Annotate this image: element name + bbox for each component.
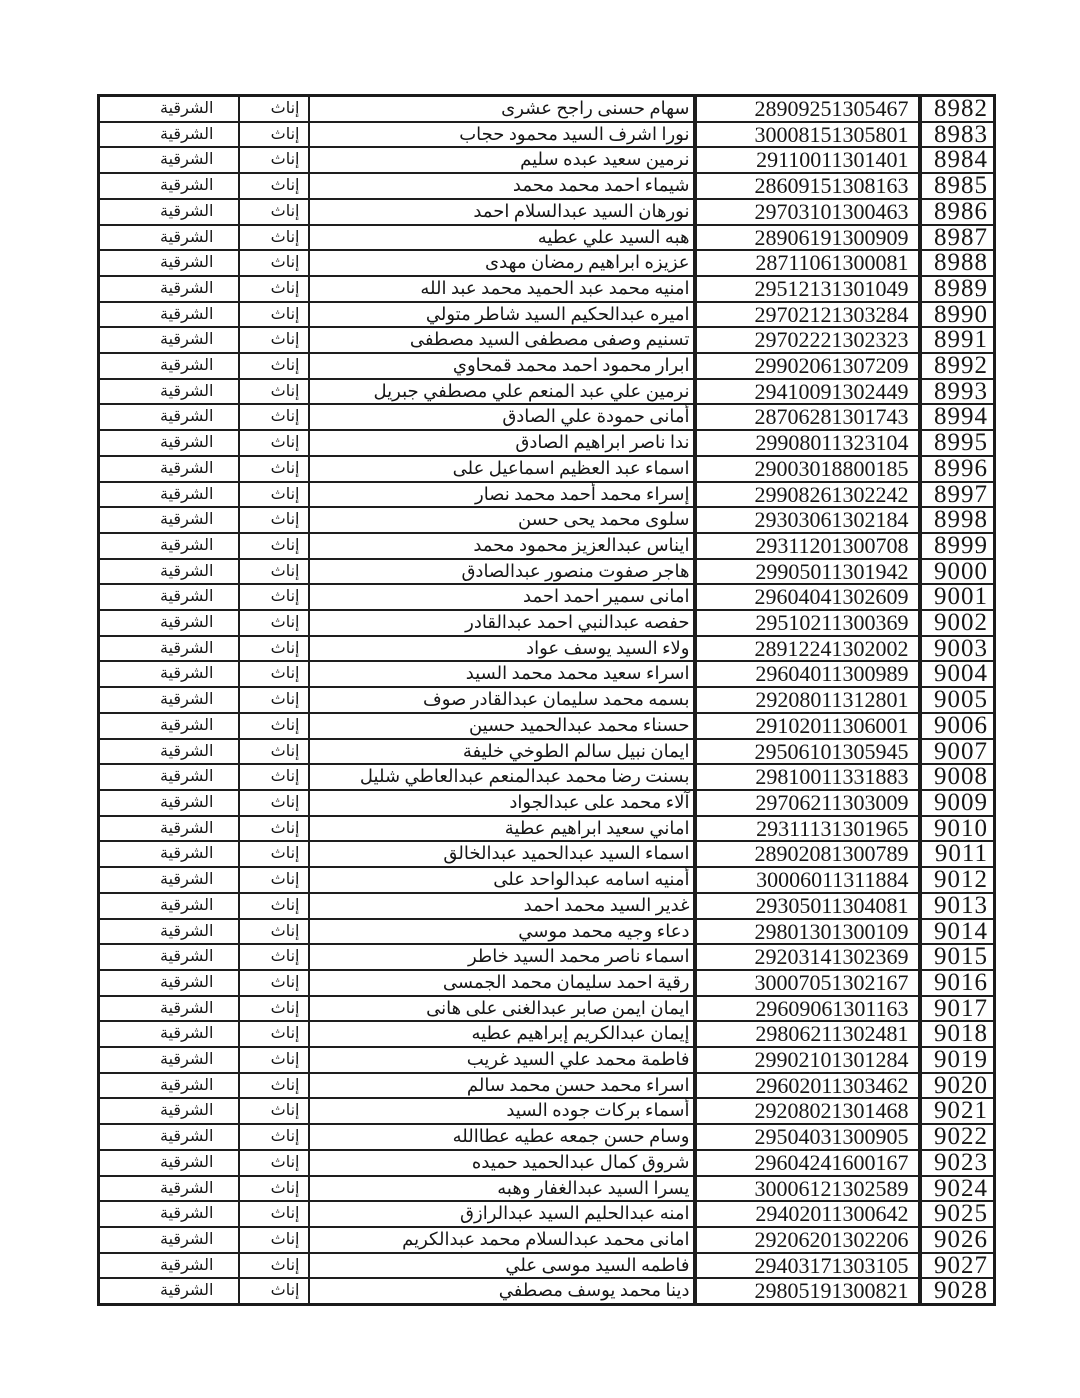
table-row <box>99 1253 995 1279</box>
gender-cell: إناث <box>239 816 309 842</box>
gender-cell: إناث <box>239 456 309 482</box>
gender-cell: إناث <box>239 764 309 790</box>
governorate-cell: الشرقية <box>99 713 239 739</box>
national-id-cell: 30006011311884 <box>695 867 920 893</box>
national-id-cell: 29303061302184 <box>695 507 920 533</box>
gender-cell: إناث <box>239 1021 309 1047</box>
gender-cell: إناث <box>239 1098 309 1124</box>
serial-number-cell: 8999 <box>920 533 995 559</box>
gender-cell: إناث <box>239 533 309 559</box>
national-id-cell: 29609061301163 <box>695 996 920 1022</box>
national-id-cell: 28906191300909 <box>695 225 920 251</box>
governorate-cell: الشرقية <box>99 1278 239 1304</box>
serial-number-cell: 9008 <box>920 764 995 790</box>
gender-cell: إناث <box>239 353 309 379</box>
table-row <box>99 867 995 893</box>
table-row <box>99 764 995 790</box>
table-row <box>99 919 995 945</box>
person-name-cell: امنيه محمد عبد الحميد محمد عبد الله <box>309 276 695 302</box>
person-name-cell: نرمين علي عبد المنعم علي مصطفي جبريل <box>309 379 695 405</box>
serial-number-cell: 8995 <box>920 430 995 456</box>
national-id-cell: 29902101301284 <box>695 1047 920 1073</box>
governorate-cell: الشرقية <box>99 919 239 945</box>
governorate-cell: الشرقية <box>99 1253 239 1279</box>
serial-number-cell: 8984 <box>920 147 995 173</box>
table-row <box>99 353 995 379</box>
national-id-cell: 28609151308163 <box>695 173 920 199</box>
gender-cell: إناث <box>239 1201 309 1227</box>
governorate-cell: الشرقية <box>99 893 239 919</box>
gender-cell: إناث <box>239 944 309 970</box>
person-name-cell: ولاء السيد يوسف عواد <box>309 636 695 662</box>
serial-number-cell: 9023 <box>920 1150 995 1176</box>
national-id-cell: 29311201300708 <box>695 533 920 559</box>
national-id-cell: 29902061307209 <box>695 353 920 379</box>
national-id-cell: 29208011312801 <box>695 687 920 713</box>
person-name-cell: ايمان ايمن صابر عبدالغنى على هانى <box>309 996 695 1022</box>
serial-number-cell: 8989 <box>920 276 995 302</box>
person-name-cell: ندا ناصر ابراهيم الصادق <box>309 430 695 456</box>
national-id-cell: 29512131301049 <box>695 276 920 302</box>
table-row <box>99 533 995 559</box>
governorate-cell: الشرقية <box>99 816 239 842</box>
governorate-cell: الشرقية <box>99 327 239 353</box>
serial-number-cell: 8992 <box>920 353 995 379</box>
gender-cell: إناث <box>239 610 309 636</box>
table-row <box>99 790 995 816</box>
serial-number-cell: 8988 <box>920 250 995 276</box>
national-id-cell: 29604011300989 <box>695 661 920 687</box>
person-name-cell: ابرار محمود احمد محمد قمحاوي <box>309 353 695 379</box>
national-id-cell: 29908011323104 <box>695 430 920 456</box>
person-name-cell: اسراء سعيد محمد محمد السيد <box>309 661 695 687</box>
governorate-cell: الشرقية <box>99 199 239 225</box>
serial-number-cell: 8996 <box>920 456 995 482</box>
governorate-cell: الشرقية <box>99 1021 239 1047</box>
governorate-cell: الشرقية <box>99 147 239 173</box>
serial-number-cell: 8990 <box>920 302 995 328</box>
gender-cell: إناث <box>239 379 309 405</box>
person-name-cell: ايمان نبيل سالم الطوخي خليفة <box>309 739 695 765</box>
national-id-cell: 29305011304081 <box>695 893 920 919</box>
gender-cell: إناث <box>239 250 309 276</box>
serial-number-cell: 8982 <box>920 96 995 122</box>
gender-cell: إناث <box>239 1278 309 1304</box>
table-row <box>99 893 995 919</box>
person-name-cell: امانى محمد عبدالسلام محمد عبدالكريم <box>309 1227 695 1253</box>
table-row <box>99 1021 995 1047</box>
serial-number-cell: 9020 <box>920 1073 995 1099</box>
person-name-cell: عزيزه ابراهيم رمضان مهدى <box>309 250 695 276</box>
person-name-cell: اسراء محمد حسن محمد سالم <box>309 1073 695 1099</box>
governorate-cell: الشرقية <box>99 96 239 122</box>
table-row <box>99 1047 995 1073</box>
person-name-cell: أسماء بركات جوده السيد <box>309 1098 695 1124</box>
national-id-cell: 29510211300369 <box>695 610 920 636</box>
table-row <box>99 482 995 508</box>
table-row <box>99 713 995 739</box>
gender-cell: إناث <box>239 1073 309 1099</box>
gender-cell: إناث <box>239 893 309 919</box>
table-row <box>99 739 995 765</box>
person-name-cell: نورهان السيد عبدالسلام احمد <box>309 199 695 225</box>
gender-cell: إناث <box>239 302 309 328</box>
table-row <box>99 96 995 122</box>
governorate-cell: الشرقية <box>99 302 239 328</box>
gender-cell: إناث <box>239 430 309 456</box>
serial-number-cell: 9026 <box>920 1227 995 1253</box>
table-row <box>99 1278 995 1304</box>
table-row <box>99 944 995 970</box>
person-name-cell: بسنت رضا محمد عبدالمنعم عبدالعاطي شليل <box>309 764 695 790</box>
serial-number-cell: 9021 <box>920 1098 995 1124</box>
person-name-cell: اميره عبدالحكيم السيد شاطر متولي <box>309 302 695 328</box>
governorate-cell: الشرقية <box>99 996 239 1022</box>
gender-cell: إناث <box>239 661 309 687</box>
serial-number-cell: 9003 <box>920 636 995 662</box>
gender-cell: إناث <box>239 1253 309 1279</box>
person-name-cell: هبه السيد علي عطيه <box>309 225 695 251</box>
person-name-cell: فاطمه السيد موسى علي <box>309 1253 695 1279</box>
female-names-register-table <box>97 94 996 1306</box>
table-row <box>99 456 995 482</box>
national-id-cell: 29702121303284 <box>695 302 920 328</box>
table-row <box>99 199 995 225</box>
gender-cell: إناث <box>239 96 309 122</box>
governorate-cell: الشرقية <box>99 584 239 610</box>
gender-cell: إناث <box>239 507 309 533</box>
person-name-cell: دينا محمد يوسف مصطفي <box>309 1278 695 1304</box>
table-row <box>99 841 995 867</box>
gender-cell: إناث <box>239 1124 309 1150</box>
gender-cell: إناث <box>239 713 309 739</box>
gender-cell: إناث <box>239 199 309 225</box>
governorate-cell: الشرقية <box>99 122 239 148</box>
person-name-cell: غدير السيد محمد احمد <box>309 893 695 919</box>
table-row <box>99 327 995 353</box>
person-name-cell: نورا اشرف السيد محمود حجاب <box>309 122 695 148</box>
national-id-cell: 29311131301965 <box>695 816 920 842</box>
person-name-cell: شيماء احمد محمد محمد <box>309 173 695 199</box>
gender-cell: إناث <box>239 173 309 199</box>
table-row <box>99 816 995 842</box>
serial-number-cell: 9007 <box>920 739 995 765</box>
national-id-cell: 29208021301468 <box>695 1098 920 1124</box>
governorate-cell: الشرقية <box>99 687 239 713</box>
governorate-cell: الشرقية <box>99 790 239 816</box>
person-name-cell: شروق كمال عبدالحميد حميده <box>309 1150 695 1176</box>
gender-cell: إناث <box>239 841 309 867</box>
gender-cell: إناث <box>239 327 309 353</box>
governorate-cell: الشرقية <box>99 1227 239 1253</box>
serial-number-cell: 9001 <box>920 584 995 610</box>
national-id-cell: 29506101305945 <box>695 739 920 765</box>
serial-number-cell: 8997 <box>920 482 995 508</box>
gender-cell: إناث <box>239 584 309 610</box>
person-name-cell: اسماء السيد عبدالحميد عبدالخالق <box>309 841 695 867</box>
governorate-cell: الشرقية <box>99 225 239 251</box>
serial-number-cell: 9006 <box>920 713 995 739</box>
serial-number-cell: 9014 <box>920 919 995 945</box>
person-name-cell: حفصه عبدالنبي احمد عبدالقادر <box>309 610 695 636</box>
serial-number-cell: 9019 <box>920 1047 995 1073</box>
person-name-cell: امنه عبدالحليم السيد عبدالرازق <box>309 1201 695 1227</box>
governorate-cell: الشرقية <box>99 970 239 996</box>
national-id-cell: 29805191300821 <box>695 1278 920 1304</box>
serial-number-cell: 8998 <box>920 507 995 533</box>
table-body <box>99 96 995 1305</box>
table-row <box>99 610 995 636</box>
serial-number-cell: 8985 <box>920 173 995 199</box>
serial-number-cell: 9000 <box>920 559 995 585</box>
table-row <box>99 1150 995 1176</box>
serial-number-cell: 9013 <box>920 893 995 919</box>
national-id-cell: 29102011306001 <box>695 713 920 739</box>
national-id-cell: 29905011301942 <box>695 559 920 585</box>
national-id-cell: 29801301300109 <box>695 919 920 945</box>
serial-number-cell: 9022 <box>920 1124 995 1150</box>
national-id-cell: 28706281301743 <box>695 404 920 430</box>
serial-number-cell: 9011 <box>920 841 995 867</box>
gender-cell: إناث <box>239 636 309 662</box>
national-id-cell: 29604241600167 <box>695 1150 920 1176</box>
national-id-cell: 30006121302589 <box>695 1176 920 1202</box>
gender-cell: إناث <box>239 1047 309 1073</box>
person-name-cell: دعاء وجيه محمد موسي <box>309 919 695 945</box>
governorate-cell: الشرقية <box>99 276 239 302</box>
gender-cell: إناث <box>239 559 309 585</box>
table-row <box>99 302 995 328</box>
governorate-cell: الشرقية <box>99 1124 239 1150</box>
person-name-cell: وسام حسن جمعه عطيه عطاالله <box>309 1124 695 1150</box>
national-id-cell: 28912241302002 <box>695 636 920 662</box>
table-row <box>99 1176 995 1202</box>
serial-number-cell: 8991 <box>920 327 995 353</box>
person-name-cell: آلاء محمد على عبدالجواد <box>309 790 695 816</box>
national-id-cell: 29410091302449 <box>695 379 920 405</box>
governorate-cell: الشرقية <box>99 610 239 636</box>
gender-cell: إناث <box>239 1227 309 1253</box>
governorate-cell: الشرقية <box>99 482 239 508</box>
gender-cell: إناث <box>239 1176 309 1202</box>
governorate-cell: الشرقية <box>99 533 239 559</box>
table-row <box>99 559 995 585</box>
governorate-cell: الشرقية <box>99 456 239 482</box>
serial-number-cell: 9017 <box>920 996 995 1022</box>
table-row <box>99 1098 995 1124</box>
table-row <box>99 661 995 687</box>
governorate-cell: الشرقية <box>99 173 239 199</box>
table-row <box>99 430 995 456</box>
serial-number-cell: 9018 <box>920 1021 995 1047</box>
serial-number-cell: 9015 <box>920 944 995 970</box>
person-name-cell: أمانى حمودة علي الصادق <box>309 404 695 430</box>
national-id-cell: 29604041302609 <box>695 584 920 610</box>
person-name-cell: نرمين سعيد عبده سليم <box>309 147 695 173</box>
governorate-cell: الشرقية <box>99 353 239 379</box>
table-row <box>99 276 995 302</box>
national-id-cell: 29703101300463 <box>695 199 920 225</box>
national-id-cell: 29203141302369 <box>695 944 920 970</box>
person-name-cell: فاطمة محمد علي السيد غريب <box>309 1047 695 1073</box>
gender-cell: إناث <box>239 482 309 508</box>
table-row <box>99 1227 995 1253</box>
person-name-cell: إيمان عبدالكريم إبراهيم عطيه <box>309 1021 695 1047</box>
serial-number-cell: 8983 <box>920 122 995 148</box>
national-id-cell: 29706211303009 <box>695 790 920 816</box>
gender-cell: إناث <box>239 404 309 430</box>
governorate-cell: الشرقية <box>99 250 239 276</box>
serial-number-cell: 8986 <box>920 199 995 225</box>
national-id-cell: 29810011331883 <box>695 764 920 790</box>
table-row <box>99 636 995 662</box>
person-name-cell: امانى سمير احمد احمد <box>309 584 695 610</box>
national-id-cell: 29003018800185 <box>695 456 920 482</box>
national-id-cell: 29402011300642 <box>695 1201 920 1227</box>
governorate-cell: الشرقية <box>99 1073 239 1099</box>
gender-cell: إناث <box>239 996 309 1022</box>
serial-number-cell: 9005 <box>920 687 995 713</box>
national-id-cell: 29908261302242 <box>695 482 920 508</box>
serial-number-cell: 8993 <box>920 379 995 405</box>
national-id-cell: 30007051302167 <box>695 970 920 996</box>
person-name-cell: حسناء محمد عبدالحميد حسين <box>309 713 695 739</box>
person-name-cell: تسنيم وصفى مصطفى السيد مصطفى <box>309 327 695 353</box>
gender-cell: إناث <box>239 147 309 173</box>
national-id-cell: 28711061300081 <box>695 250 920 276</box>
table-row <box>99 970 995 996</box>
table-row <box>99 225 995 251</box>
governorate-cell: الشرقية <box>99 661 239 687</box>
national-id-cell: 29702221302323 <box>695 327 920 353</box>
gender-cell: إناث <box>239 970 309 996</box>
gender-cell: إناث <box>239 276 309 302</box>
person-name-cell: بسمه محمد سليمان عبدالقادر صوف <box>309 687 695 713</box>
national-id-cell: 30008151305801 <box>695 122 920 148</box>
governorate-cell: الشرقية <box>99 944 239 970</box>
serial-number-cell: 9027 <box>920 1253 995 1279</box>
serial-number-cell: 9012 <box>920 867 995 893</box>
gender-cell: إناث <box>239 739 309 765</box>
gender-cell: إناث <box>239 790 309 816</box>
national-id-cell: 29806211302481 <box>695 1021 920 1047</box>
gender-cell: إناث <box>239 687 309 713</box>
governorate-cell: الشرقية <box>99 1047 239 1073</box>
serial-number-cell: 9004 <box>920 661 995 687</box>
gender-cell: إناث <box>239 919 309 945</box>
table-row <box>99 584 995 610</box>
table-row <box>99 122 995 148</box>
table-row <box>99 687 995 713</box>
person-name-cell: اماني سعيد ابراهيم عطية <box>309 816 695 842</box>
governorate-cell: الشرقية <box>99 1201 239 1227</box>
table-row <box>99 1201 995 1227</box>
person-name-cell: سلوى محمد يحى حسن <box>309 507 695 533</box>
national-id-cell: 29110011301401 <box>695 147 920 173</box>
governorate-cell: الشرقية <box>99 404 239 430</box>
gender-cell: إناث <box>239 1150 309 1176</box>
governorate-cell: الشرقية <box>99 739 239 765</box>
serial-number-cell: 9016 <box>920 970 995 996</box>
table-row <box>99 1073 995 1099</box>
table-row <box>99 404 995 430</box>
governorate-cell: الشرقية <box>99 1150 239 1176</box>
governorate-cell: الشرقية <box>99 379 239 405</box>
person-name-cell: إسراء محمد أحمد محمد نصار <box>309 482 695 508</box>
person-name-cell: رقية احمد سليمان محمد الجمسى <box>309 970 695 996</box>
serial-number-cell: 9009 <box>920 790 995 816</box>
serial-number-cell: 8987 <box>920 225 995 251</box>
serial-number-cell: 9024 <box>920 1176 995 1202</box>
serial-number-cell: 9025 <box>920 1201 995 1227</box>
person-name-cell: اسماء عبد العظيم اسماعيل على <box>309 456 695 482</box>
governorate-cell: الشرقية <box>99 559 239 585</box>
governorate-cell: الشرقية <box>99 507 239 533</box>
governorate-cell: الشرقية <box>99 636 239 662</box>
governorate-cell: الشرقية <box>99 430 239 456</box>
person-name-cell: يسرا السيد عبدالغفار وهبه <box>309 1176 695 1202</box>
governorate-cell: الشرقية <box>99 1098 239 1124</box>
person-name-cell: أمنيه اسامه عبدالواحد على <box>309 867 695 893</box>
gender-cell: إناث <box>239 225 309 251</box>
governorate-cell: الشرقية <box>99 867 239 893</box>
person-name-cell: هاجر صفوت منصور عبدالصادق <box>309 559 695 585</box>
governorate-cell: الشرقية <box>99 764 239 790</box>
person-name-cell: ايناس عبدالعزيز محمود محمد <box>309 533 695 559</box>
person-name-cell: اسماء ناصر محمد السيد خاطر <box>309 944 695 970</box>
serial-number-cell: 8994 <box>920 404 995 430</box>
table-row <box>99 173 995 199</box>
national-id-cell: 29403171303105 <box>695 1253 920 1279</box>
table-row <box>99 250 995 276</box>
national-id-cell: 29504031300905 <box>695 1124 920 1150</box>
serial-number-cell: 9002 <box>920 610 995 636</box>
national-id-cell: 28909251305467 <box>695 96 920 122</box>
serial-number-cell: 9028 <box>920 1278 995 1304</box>
table-row <box>99 996 995 1022</box>
governorate-cell: الشرقية <box>99 1176 239 1202</box>
table-row <box>99 1124 995 1150</box>
governorate-cell: الشرقية <box>99 841 239 867</box>
gender-cell: إناث <box>239 867 309 893</box>
table-row <box>99 507 995 533</box>
national-id-cell: 29206201302206 <box>695 1227 920 1253</box>
serial-number-cell: 9010 <box>920 816 995 842</box>
person-name-cell: سهام حسنى راجح عشرى <box>309 96 695 122</box>
table-row <box>99 379 995 405</box>
gender-cell: إناث <box>239 122 309 148</box>
national-id-cell: 28902081300789 <box>695 841 920 867</box>
table-row <box>99 147 995 173</box>
national-id-cell: 29602011303462 <box>695 1073 920 1099</box>
